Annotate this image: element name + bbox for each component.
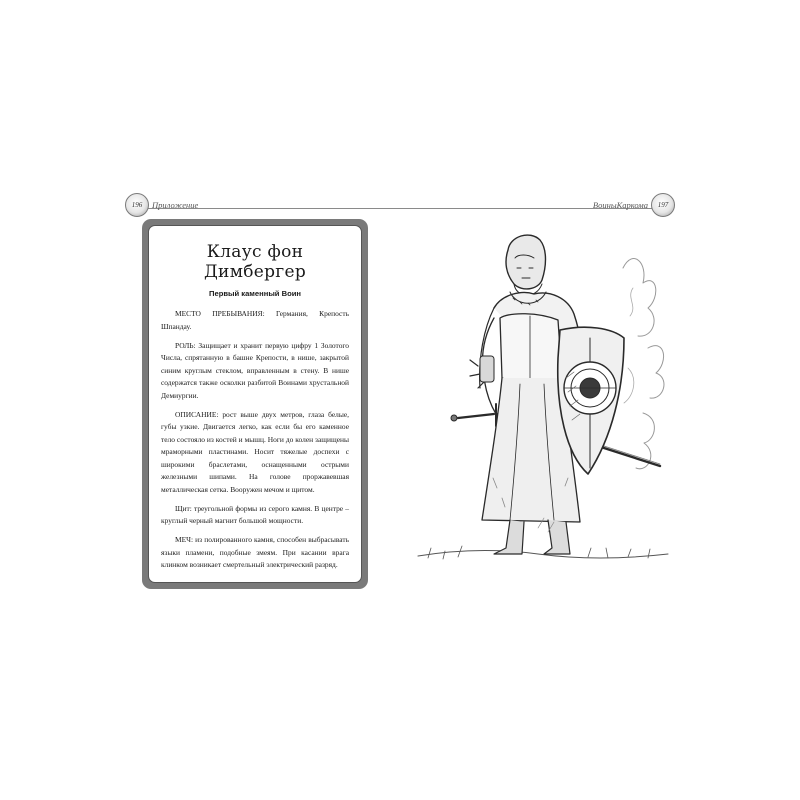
running-title-right: ВоиныКаркома xyxy=(592,200,648,210)
paragraph-shield: Щит: треугольной формы из серого камня. В центре – круглый черный магнит большой мощности. xyxy=(161,503,349,525)
paragraph-role: РОЛЬ: Защищает и хранит первую цифру 1 Золотого Числа, спрятанную в башне Крепости, в нише, закрытой синим круглым стеклом, вправленным в стену. В нише содержатся также осколки разбитой Воинами хрустальной Демиургии. xyxy=(161,340,349,400)
header-rule xyxy=(140,208,660,209)
knight-illustration xyxy=(398,228,688,573)
page-number-right-text: 197 xyxy=(657,201,669,209)
page-number-right xyxy=(651,193,675,217)
paragraph-description: ОПИСАНИЕ: рост выше двух метров, глаза белые, губы узкие. Двигается легко, как если бы его каменное тело состояло из костей и мышц. Ноги до колен защищены мраморными пластинами. Носит тяжелые доспехи с широкими браслетами, оснащенными острыми железными шипами. На голове проржавевшая металлическая сетка. Вооружен мечом и щитом. xyxy=(161,409,349,494)
character-subtitle: Первый каменный Воин xyxy=(209,289,301,298)
character-card-body xyxy=(148,225,362,583)
page-number-left xyxy=(125,193,149,217)
paragraph-sword: МЕЧ: из полированного камня, способен выбрасывать языки пламени, подобные змеям. При касании врага клинком возникает смертельный электрический разряд. xyxy=(161,535,349,569)
page-number-left-text: 196 xyxy=(131,201,143,209)
paragraph-location: МЕСТО ПРЕБЫВАНИЯ: Германия, Крепость Шпандау. xyxy=(161,309,349,331)
running-title-left: Приложение xyxy=(152,200,199,210)
character-card xyxy=(142,219,368,589)
character-name: Клаус фон Димбергер xyxy=(203,242,307,282)
